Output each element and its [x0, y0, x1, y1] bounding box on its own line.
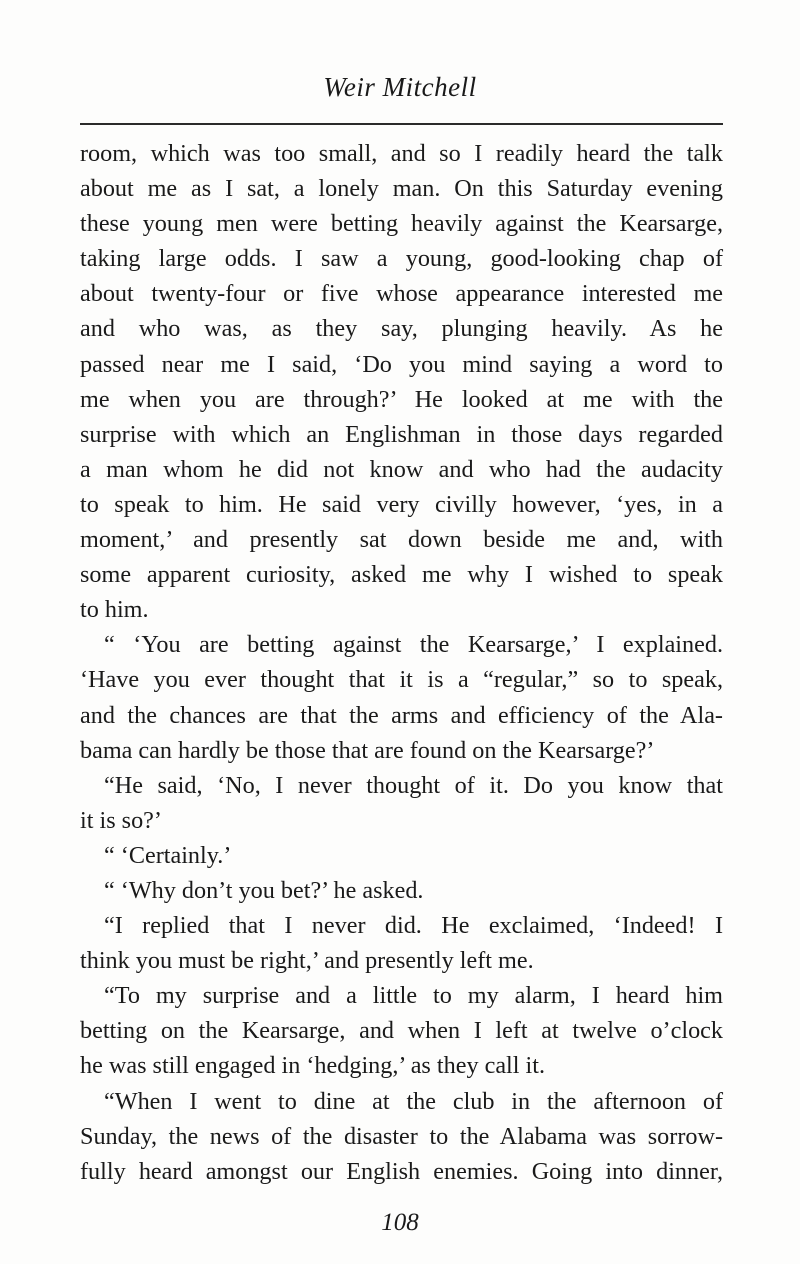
text-line: “He said, ‘No, I never thought of it. Do you know that [104, 771, 723, 799]
running-head: Weir Mitchell [323, 72, 477, 102]
text-line: Sunday, the news of the disaster to the Alabama was sorrow- [80, 1122, 723, 1150]
text-line: think you must be right,’ and presently left me. [80, 947, 534, 975]
text-line: to him. [80, 596, 149, 624]
text-line: about twenty-four or five whose appearance interested me [80, 280, 723, 308]
text-line: me when you are through?’ He looked at me with the [80, 385, 723, 413]
text-line: these young men were betting heavily against the Kearsarge, [80, 210, 723, 238]
text-line: about me as I sat, a lonely man. On this Saturday evening [80, 175, 723, 203]
text-line: and the chances are that the arms and efficiency of the Ala- [80, 701, 723, 729]
text-line: to speak to him. He said very civilly however, ‘yes, in a [80, 490, 723, 518]
text-line: ‘Have you ever thought that it is a “regular,” so to speak, [80, 666, 723, 694]
text-line: room, which was too small, and so I readily heard the talk [80, 140, 723, 167]
body-text [80, 136, 723, 1189]
text-line: surprise with which an Englishman in those days regarded [80, 420, 723, 448]
text-line: passed near me I said, ‘Do you mind saying a word to [80, 350, 723, 378]
text-line: he was still engaged in ‘hedging,’ as they call it. [80, 1052, 546, 1080]
text-line: taking large odds. I saw a young, good-looking chap of [80, 245, 723, 273]
text-line: moment,’ and presently sat down beside me and, with [80, 526, 723, 554]
text-line: “When I went to dine at the club in the afternoon of [104, 1087, 723, 1115]
text-line: “ ‘Certainly.’ [104, 841, 232, 869]
text-line: “I replied that I never did. He exclaimed, ‘Indeed! I [104, 912, 723, 940]
text-line: some apparent curiosity, asked me why I wished to speak [80, 561, 723, 589]
text-line: it is so?’ [80, 806, 162, 834]
text-line: “ ‘You are betting against the Kearsarge,’ I explained. [104, 631, 723, 659]
text-line: betting on the Kearsarge, and when I left at twelve o’clock [80, 1017, 723, 1045]
header-rule [80, 123, 723, 125]
text-line: bama can hardly be those that are found on the Kearsarge?’ [80, 736, 655, 764]
text-line: and who was, as they say, plunging heavily. As he [80, 315, 723, 343]
text-line: “ ‘Why don’t you bet?’ he asked. [104, 876, 424, 904]
page-number: 108 [381, 1209, 419, 1236]
text-line: “To my surprise and a little to my alarm, I heard him [104, 982, 723, 1010]
text-line: fully heard amongst our English enemies. Going into dinner, [80, 1157, 723, 1185]
text-line: a man whom he did not know and who had the audacity [80, 455, 723, 483]
